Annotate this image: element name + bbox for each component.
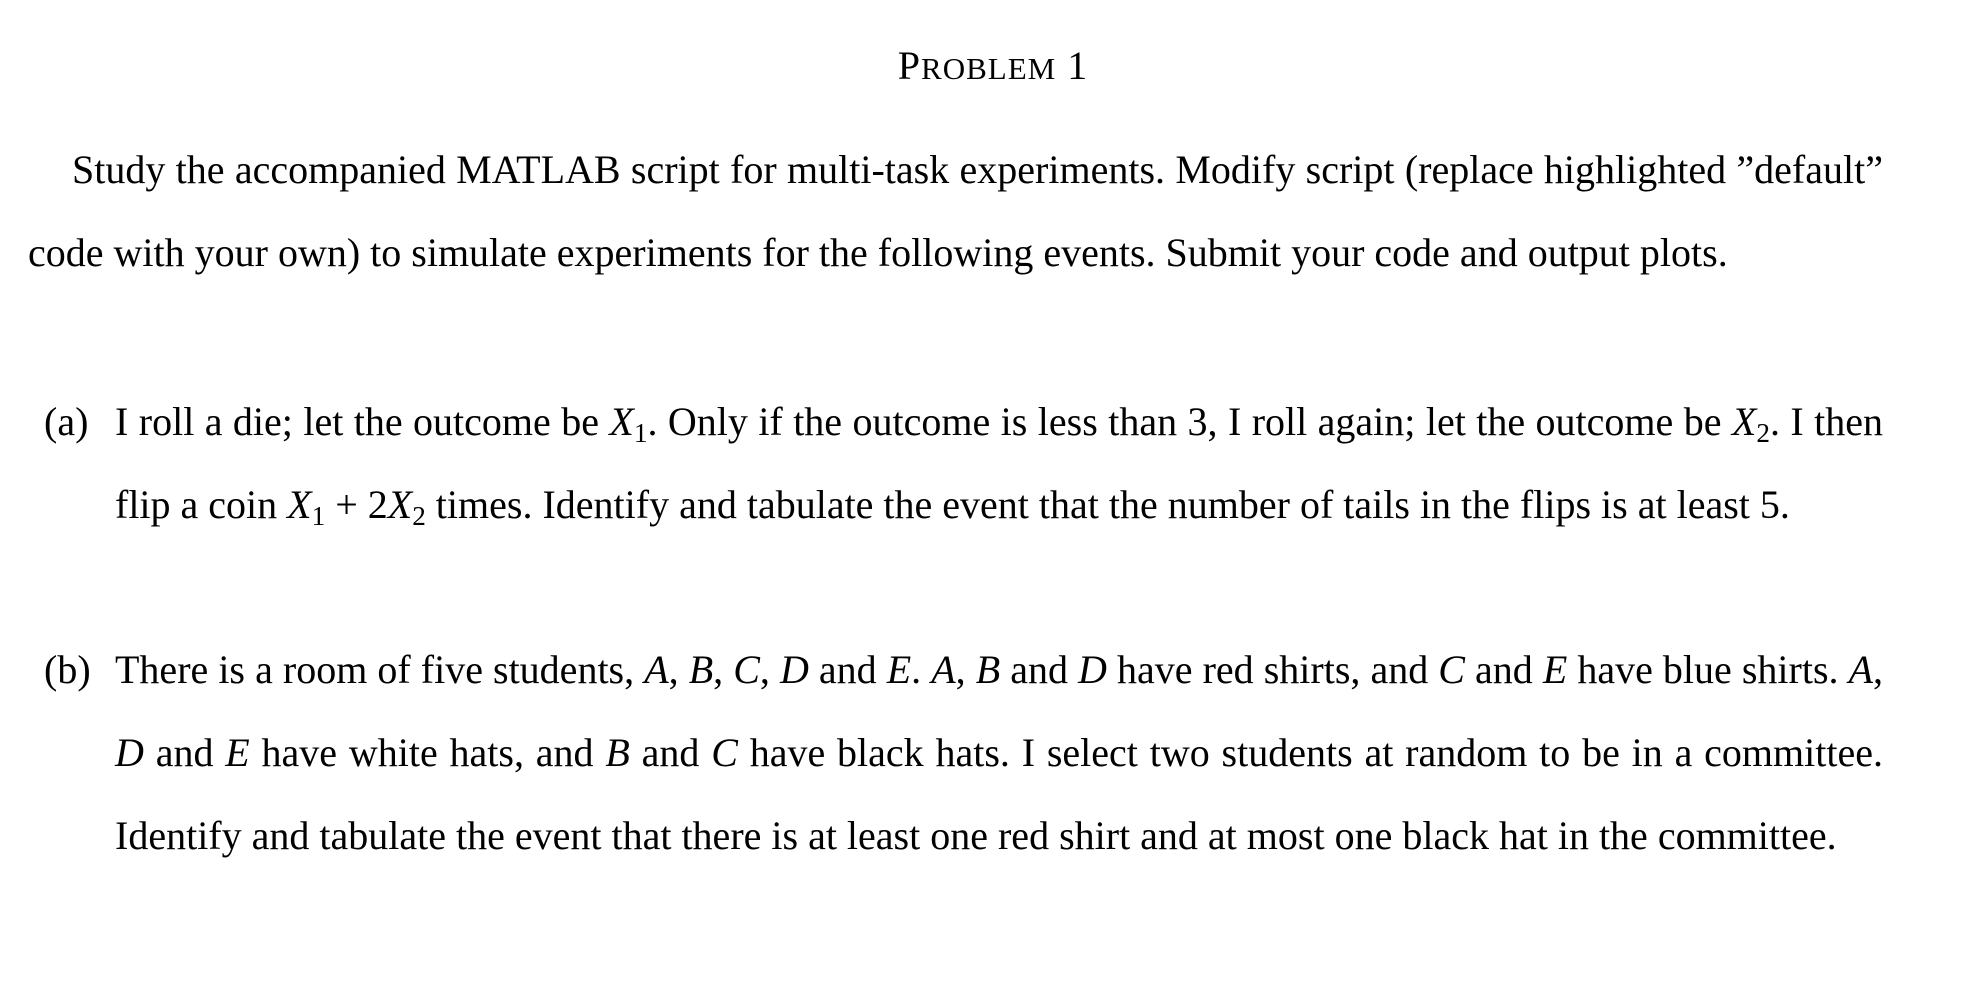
heading-small-caps: ROBLEM xyxy=(921,51,1057,86)
problem-part-b xyxy=(28,628,1883,877)
intro-paragraph: Study the accompanied MATLAB script for multi-task experiments. Modify script (replace highlighted ”default” code with your own) to simulate experiments for the following events. Submit your code and output plots. xyxy=(28,147,1883,275)
part-b-marker: (b) xyxy=(44,647,91,692)
part-b-text: There is a room of five students, A, B, C, D and E. A, B and D have red shirts, and C and E have blue shirts. A, D and E have white hats, and B and C have black hats. I select two students at random to be in a committee. Identify and tabulate the event that there is at least one red shirt and at most one black hat in the committee. xyxy=(115,647,1884,858)
heading-number: 1 xyxy=(1067,43,1089,88)
problem-heading xyxy=(0,40,1986,95)
part-a-marker: (a) xyxy=(44,399,89,444)
part-a-text: I roll a die; let the outcome be $X_1$. Only if the outcome is less than 3, I roll again; let the outcome be $X_2$. I then flip a coin $X_1 + 2X_2$ times. Identify and tabulate the event that the number of tails in the flips is at least 5. xyxy=(115,399,1884,531)
problem-part-a xyxy=(28,380,1883,546)
heading-first-letter: P xyxy=(897,43,922,88)
